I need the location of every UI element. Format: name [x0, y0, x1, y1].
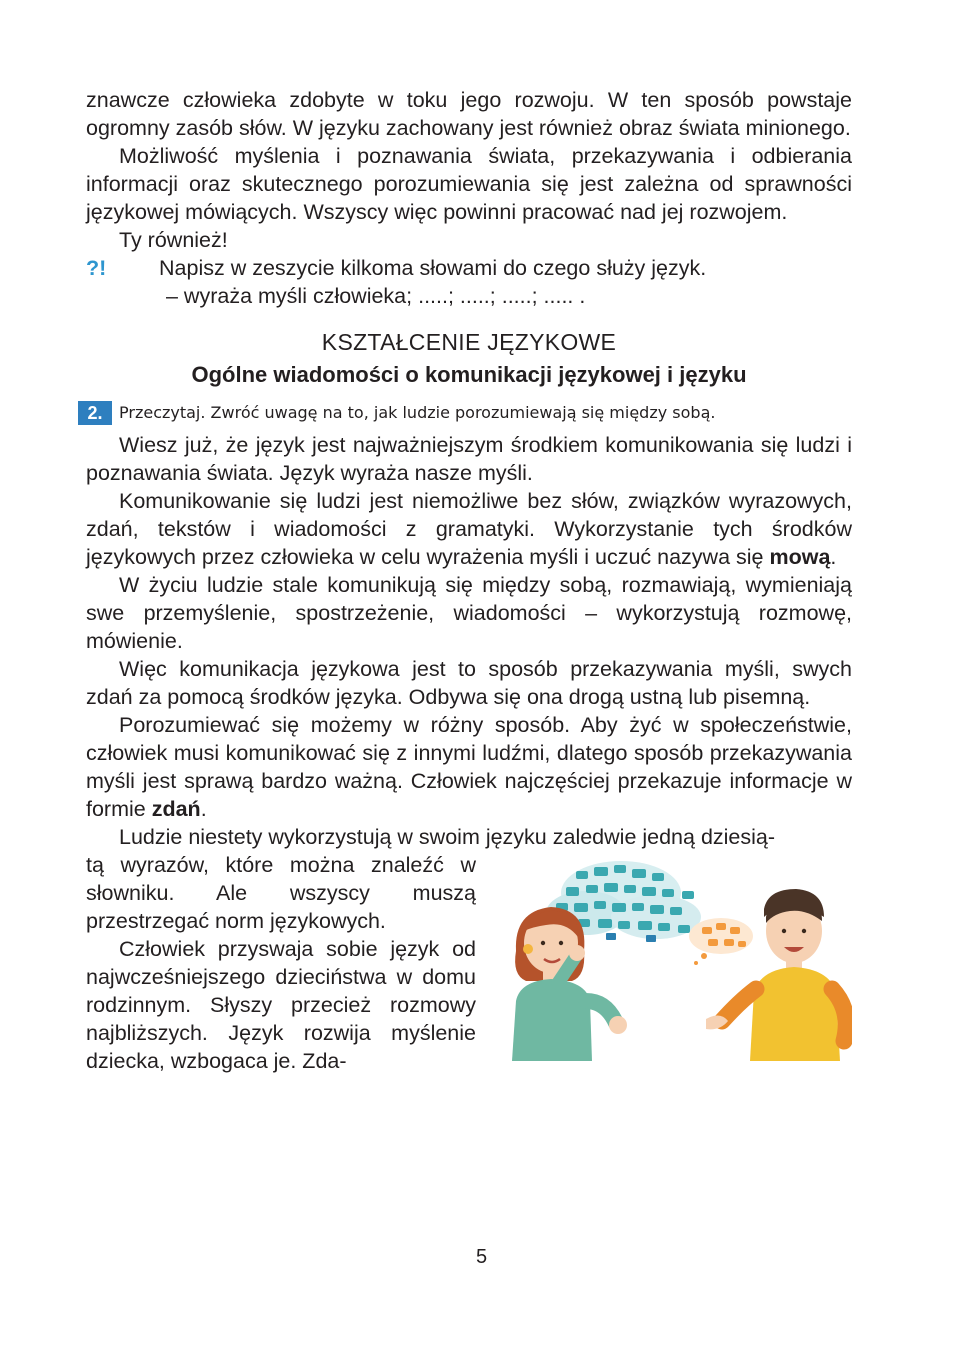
body-paragraph-6-first-line: Ludzie niestety wykorzystują w swoim języku zaledwie jedną dziesią- — [119, 825, 776, 849]
wrap-area — [86, 851, 852, 1075]
task-answer: – wyraża myśli człowieka; .....; .....; .....; ..... . — [166, 284, 586, 308]
intro-paragraph-2: Możliwość myślenia i poznawania świata, przekazywania i odbierania informacji oraz skutecznego porozumiewania się jest zależna od sprawności językowej mówiących. Wszyscy więc powinni pracować nad jej rozwojem. — [86, 144, 852, 224]
body-paragraph-5-end: . — [200, 797, 207, 821]
exercise-instruction: Przeczytaj. Zwróć uwagę na to, jak ludzie porozumiewają się między sobą. — [119, 403, 716, 422]
body-paragraph-1: Wiesz już, że język jest najważniejszym środkiem komunikowania się ludzi i poznawania świata. Język wyraża nasze myśli. — [86, 433, 852, 485]
exercise-number-badge: 2. — [78, 401, 112, 425]
page-number: 5 — [475, 1246, 488, 1268]
term-zdan: zdań — [151, 797, 201, 821]
page-content — [86, 86, 852, 1075]
section-subtitle: Ogólne wiadomości o komunikacji językowej i języku — [191, 362, 747, 387]
exercise-header — [78, 399, 852, 429]
boy-figure — [706, 889, 846, 1061]
body-paragraph-2-text: Komunikowanie się ludzi jest niemożliwe bez słów, związków wyrazowych, zdań, tekstów i wiadomości z gramatyki. Wykorzystanie tych środków językowych przez człowieka w celu wyrażenia myśli i uczuć nazywa się — [86, 489, 852, 569]
task-question — [86, 254, 852, 282]
body-paragraph-5-text: Porozumiewać się możemy w różny sposób. Aby żyć w społeczeństwie, człowiek musi komunikować się z innymi ludźmi, dlatego sposób przekazywania myśli jest sprawą bardzo ważną. Człowiek najczęściej przekazuje informacje w formie — [86, 713, 852, 821]
section-title: KSZTAŁCENIE JĘZYKOWE — [321, 329, 617, 355]
body-paragraph-2-end: . — [830, 545, 837, 569]
term-mowa: mową — [769, 545, 831, 569]
children-talking-illustration — [506, 851, 852, 1061]
body-paragraph-3: W życiu ludzie stale komunikują się między sobą, rozmawiają, wymieniają swe przemyślenie, spostrzeżenie, wiadomości – wykorzystują rozmowę, mówienie. — [86, 573, 852, 653]
body-paragraph-2 — [86, 487, 852, 571]
body-paragraph-5 — [86, 711, 852, 823]
intro-paragraph-1: znawcze człowieka zdobyte w toku jego rozwoju. W ten sposób powstaje ogromny zasób słów. W języku zachowany jest również obraz świata minionego. — [86, 88, 852, 140]
task-mark-icon: ?! — [86, 256, 107, 280]
task-question-text: Napisz w zeszycie kilkoma słowami do czego służy język. — [159, 256, 707, 280]
body-paragraph-6-rest: tą wyrazów, które można znaleźć w słowniku. Ale wszyscy muszą przestrzegać norm językowych. — [86, 853, 476, 933]
body-paragraph-7: Człowiek przyswaja sobie język od najwcześniejszego dzieciństwa w domu rodzinnym. Słyszy przecież rozmowy najbliższych. Język rozwija myślenie dziecka, wzbogaca je. Zda- — [86, 937, 476, 1073]
body-paragraph-4: Więc komunikacja językowa jest to sposób przekazywania myśli, swych zdań za pomocą środków języka. Odbywa się ona drogą ustną lub pisemną. — [86, 657, 852, 709]
intro-paragraph-3: Ty również! — [119, 228, 228, 252]
